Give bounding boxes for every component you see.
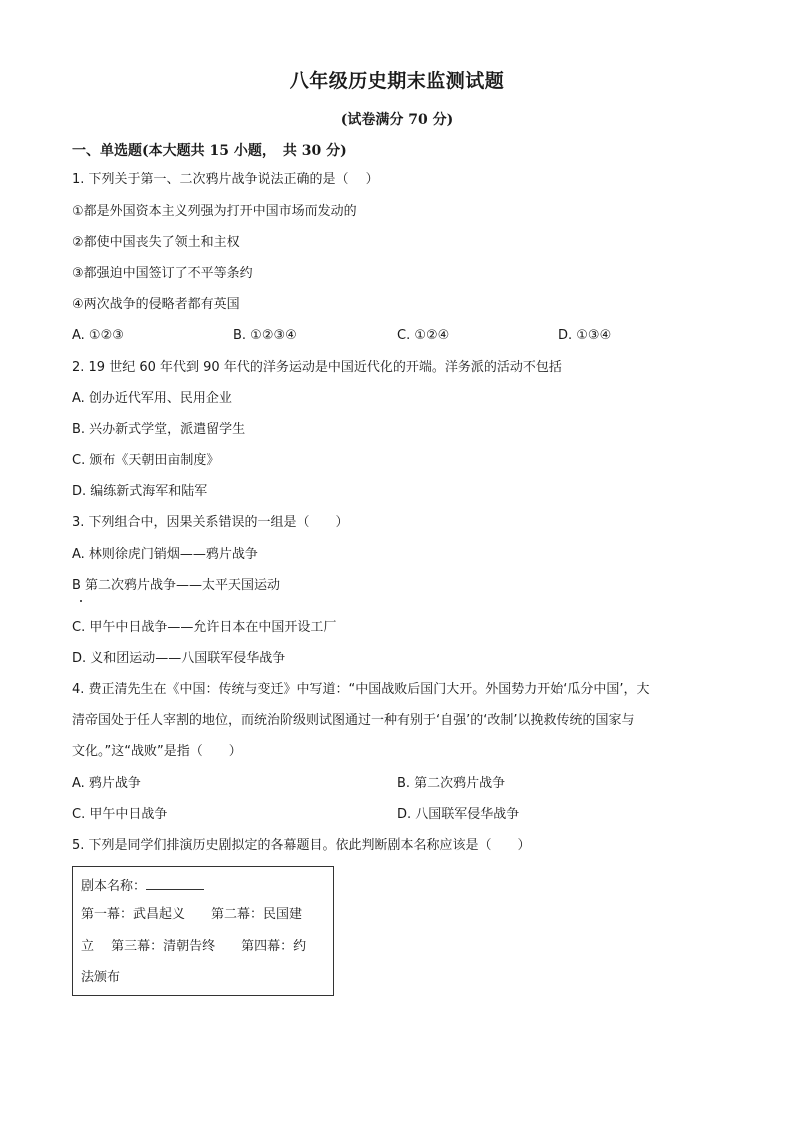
question-4-stem-line-3: 文化。”这“战败”是指（ ）: [72, 744, 242, 759]
question-2-option-a: A. 创办近代军用、民用企业: [72, 391, 232, 406]
question-4-stem-line-2: 清帝国处于任人宰割的地位，而统治阶级则试图通过一种有别于‘自强’的‘改制’以挽救传统的国家与: [72, 713, 635, 728]
question-1-statement-2: ②都使中国丧失了领土和主权: [72, 235, 240, 250]
answer-blank: [146, 875, 204, 890]
question-1-statement-3: ③都强迫中国签订了不平等条约: [72, 266, 253, 281]
question-1-option-a: A. ①②③: [72, 328, 124, 343]
question-4-option-b: B. 第二次鸦片战争: [397, 776, 506, 791]
question-4-option-a: A. 鸦片战争: [72, 776, 141, 791]
question-2-option-d: D. 编练新式海军和陆军: [72, 484, 208, 499]
stray-dot: [80, 600, 82, 602]
question-2-stem: 2. 19 世纪 60 年代到 90 年代的洋务运动是中国近代化的开端。洋务派的活动不包括: [72, 360, 562, 375]
question-1-option-c: C. ①②④: [397, 328, 450, 343]
question-2-option-b: B. 兴办新式学堂，派遣留学生: [72, 422, 246, 437]
question-2-option-c: C. 颁布《天朝田亩制度》: [72, 453, 220, 468]
script-acts-line-3: 法颁布: [81, 970, 121, 985]
section-heading: 一、单选题(本大题共 15 小题， 共 30 分): [72, 143, 347, 159]
question-3-option-a: A. 林则徐虎门销烟——鸦片战争: [72, 547, 258, 562]
script-acts-line-1: 第一幕：武昌起义 第二幕：民国建: [81, 907, 303, 922]
question-3-option-d: D. 义和团运动——八国联军侵华战争: [72, 651, 286, 666]
page-title: 八年级历史期末监测试题: [289, 70, 505, 92]
score-note: (试卷满分 70 分): [340, 112, 454, 128]
question-3-stem: 3. 下列组合中，因果关系错误的一组是（ ）: [72, 515, 349, 530]
script-acts-line-2: 立 第三幕：清朝告终 第四幕：约: [81, 939, 307, 954]
question-4-option-d: D. 八国联军侵华战争: [397, 807, 520, 822]
script-name-label: 剧本名称：: [81, 879, 147, 894]
question-4-option-c: C. 甲午中日战争: [72, 807, 168, 822]
question-4-stem-line-1: 4. 费正清先生在《中国：传统与变迁》中写道：“中国战败后国门大开。外国势力开始‘瓜分中国’，大: [72, 682, 650, 697]
question-1-option-d: D. ①③④: [558, 328, 612, 343]
question-1-stem: 1. 下列关于第一、二次鸦片战争说法正确的是（ ）: [72, 172, 379, 187]
question-3-option-b: B 第二次鸦片战争——太平天国运动: [72, 578, 281, 593]
question-5-stem: 5. 下列是同学们排演历史剧拟定的各幕题目。依此判断剧本名称应该是（ ）: [72, 838, 531, 853]
script-name-row: [81, 875, 204, 897]
script-box: [72, 866, 334, 996]
question-1-statement-4: ④两次战争的侵略者都有英国: [72, 297, 240, 312]
question-1-option-b: B. ①②③④: [233, 328, 297, 343]
question-3-option-c: C. 甲午中日战争——允许日本在中国开设工厂: [72, 620, 337, 635]
question-1-statement-1: ①都是外国资本主义列强为打开中国市场而发动的: [72, 204, 357, 219]
